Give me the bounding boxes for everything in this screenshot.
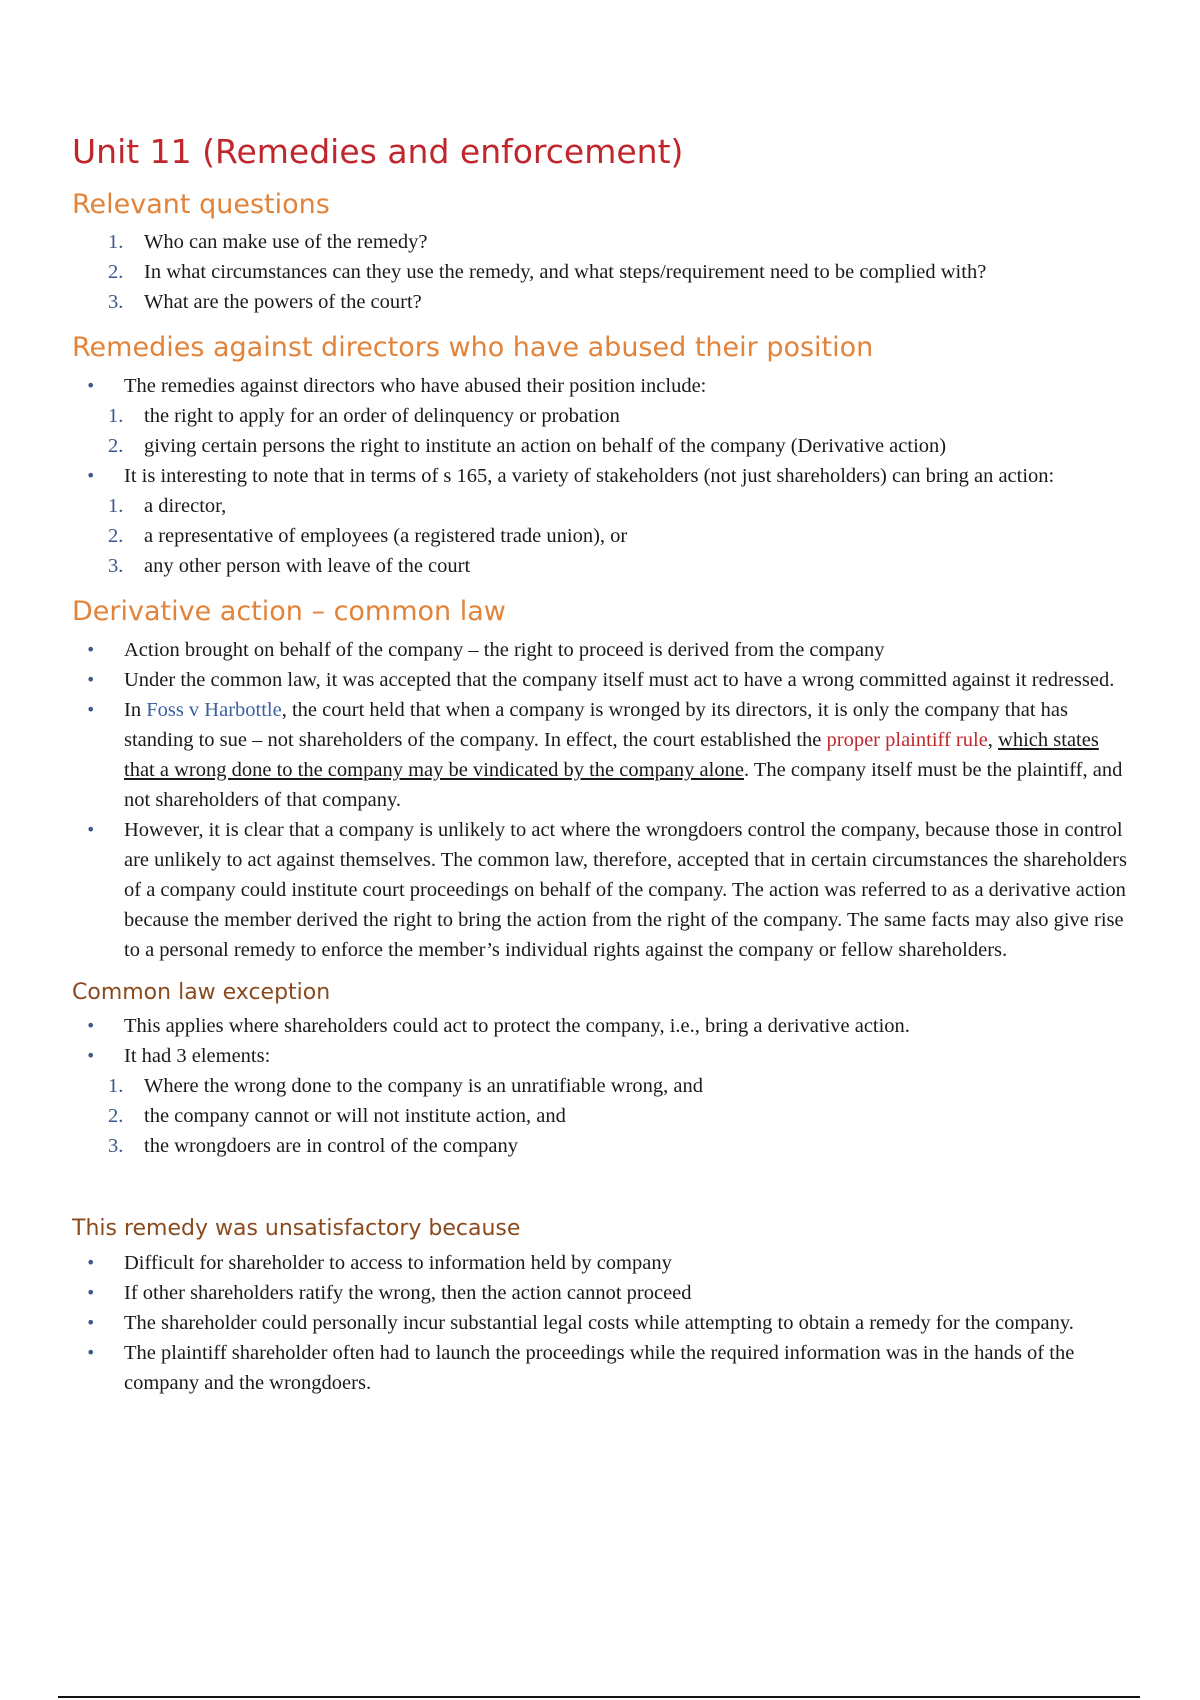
bullet-icon: • (86, 639, 96, 659)
underlined-text: which states that a wrong done to the company may be vindicated by the company alone (124, 728, 1099, 781)
bullet-icon: • (86, 1253, 96, 1273)
bullet-item (72, 1041, 1132, 1071)
list-item-text: Where the wrong done to the company is an unratifiable wrong, and (144, 1075, 704, 1098)
list-item-text: giving certain persons the right to institute an action on behalf of the company (Derivative action) (144, 435, 947, 458)
common-law-exception-heading: Common law exception (72, 979, 331, 1005)
sub-list-item (72, 431, 1132, 461)
bullet-item (72, 461, 1132, 491)
bullet-icon: • (86, 819, 96, 839)
text-run: In (124, 698, 147, 721)
list-number: 1. (108, 405, 124, 428)
bullet-icon: • (86, 1343, 96, 1363)
bullet-text (124, 699, 1122, 811)
bullet-item (72, 1011, 1132, 1041)
rule-name: proper plaintiff rule (826, 728, 988, 751)
remedies-heading: Remedies against directors who have abused their position (72, 332, 874, 364)
sub-list-item (72, 491, 1132, 521)
list-number: 1. (108, 495, 124, 518)
list-item-text: In what circumstances can they use the remedy, and what steps/requirement need to be complied with? (144, 261, 987, 284)
list-item (72, 287, 1132, 317)
bullet-item (72, 1308, 1132, 1338)
bullet-text: Under the common law, it was accepted that the company itself must act to have a wrong committed against it redressed. (124, 668, 1115, 691)
text-run: , (987, 728, 999, 751)
relevant-questions-section (72, 188, 1132, 318)
bullet-item (72, 665, 1132, 695)
bullet-text: However, it is clear that a company is unlikely to act where the wrongdoers control the company, because those in control are unlikely to act against themselves. The common law, therefore, accepted that in certain circumstances the shareholders of a company could institute court proceedings on behalf of the company. The action was referred to as a derivative action because the member derived the right to bring the action from the right of the company. The same facts may also give rise to a personal remedy to enforce the member’s individual rights against the company or fellow shareholders. (124, 818, 1127, 961)
list-number: 2. (108, 1105, 124, 1128)
bullet-text: This applies where shareholders could act to protect the company, i.e., bring a derivative action. (124, 1015, 910, 1038)
list-number: 2. (108, 261, 124, 284)
bullet-text: It is interesting to note that in terms of s 165, a variety of stakeholders (not just shareholders) can bring an action: (124, 465, 1055, 488)
bullet-item (72, 815, 1132, 965)
list-item-text: any other person with leave of the court (144, 555, 471, 578)
bullet-icon: • (86, 376, 96, 396)
derivative-action-heading: Derivative action – common law (72, 596, 506, 628)
list-item-text: the right to apply for an order of delinquency or probation (144, 405, 620, 428)
bullet-icon: • (86, 1283, 96, 1303)
list-item-text: the company cannot or will not institute action, and (144, 1105, 566, 1128)
list-number: 2. (108, 435, 124, 458)
list-number: 1. (108, 231, 124, 254)
sub-list-item (72, 1071, 1132, 1101)
bullet-text: The plaintiff shareholder often had to launch the proceedings while the required information was in the hands of the company and the wrongdoers. (124, 1342, 1075, 1395)
bullet-item (72, 635, 1132, 665)
remedies-section (72, 331, 1132, 581)
unsatisfactory-section (72, 1215, 1132, 1398)
sub-list-item (72, 401, 1132, 431)
bullet-icon: • (86, 1016, 96, 1036)
bullet-icon: • (86, 1313, 96, 1333)
relevant-questions-heading: Relevant questions (72, 188, 330, 220)
bullet-item (72, 695, 1132, 815)
page-title: Unit 11 (Remedies and enforcement) (72, 132, 684, 171)
list-item-text: Who can make use of the remedy? (144, 231, 428, 254)
bullet-item (72, 371, 1132, 401)
list-number: 2. (108, 525, 124, 548)
text-run: . The company itself must be the plaintiff, and not shareholders of that company. (124, 758, 1123, 811)
list-number: 1. (108, 1075, 124, 1098)
text-run: , the court held that when a company is wronged by its directors, it is only the company that has standing to sue – not shareholders of the company. In effect, the court established the (124, 698, 1068, 751)
bullet-icon: • (86, 699, 96, 719)
bullet-icon: • (86, 669, 96, 689)
spacer (72, 1175, 1132, 1215)
bullet-text: If other shareholders ratify the wrong, then the action cannot proceed (124, 1282, 692, 1305)
list-item (72, 257, 1132, 287)
common-law-exception-section (72, 979, 1132, 1162)
bullet-text: Action brought on behalf of the company – the right to proceed is derived from the company (124, 638, 885, 661)
document-content (72, 132, 1132, 1412)
sub-list-item (72, 1101, 1132, 1131)
sub-list-item (72, 521, 1132, 551)
bullet-icon: • (86, 466, 96, 486)
list-item-text: a representative of employees (a registered trade union), or (144, 525, 628, 548)
sub-list-item (72, 1131, 1132, 1161)
bullet-item (72, 1338, 1132, 1398)
bullet-item (72, 1248, 1132, 1278)
list-item-text: What are the powers of the court? (144, 291, 422, 314)
list-item-text: a director, (144, 495, 227, 518)
list-number: 3. (108, 291, 124, 314)
unsatisfactory-heading: This remedy was unsatisfactory because (72, 1216, 521, 1242)
sub-list-item (72, 551, 1132, 581)
derivative-action-section (72, 595, 1132, 965)
bullet-text: It had 3 elements: (124, 1045, 271, 1068)
bullet-text: Difficult for shareholder to access to information held by company (124, 1252, 672, 1275)
bullet-item (72, 1278, 1132, 1308)
list-item (72, 227, 1132, 257)
footer-divider (58, 1696, 1140, 1698)
bullet-icon: • (86, 1046, 96, 1066)
list-item-text: the wrongdoers are in control of the company (144, 1135, 519, 1158)
bullet-text: The remedies against directors who have abused their position include: (124, 375, 707, 398)
bullet-text: The shareholder could personally incur substantial legal costs while attempting to obtain a remedy for the company. (124, 1312, 1074, 1335)
list-number: 3. (108, 555, 124, 578)
case-name: Foss v Harbottle (146, 698, 282, 721)
list-number: 3. (108, 1135, 124, 1158)
